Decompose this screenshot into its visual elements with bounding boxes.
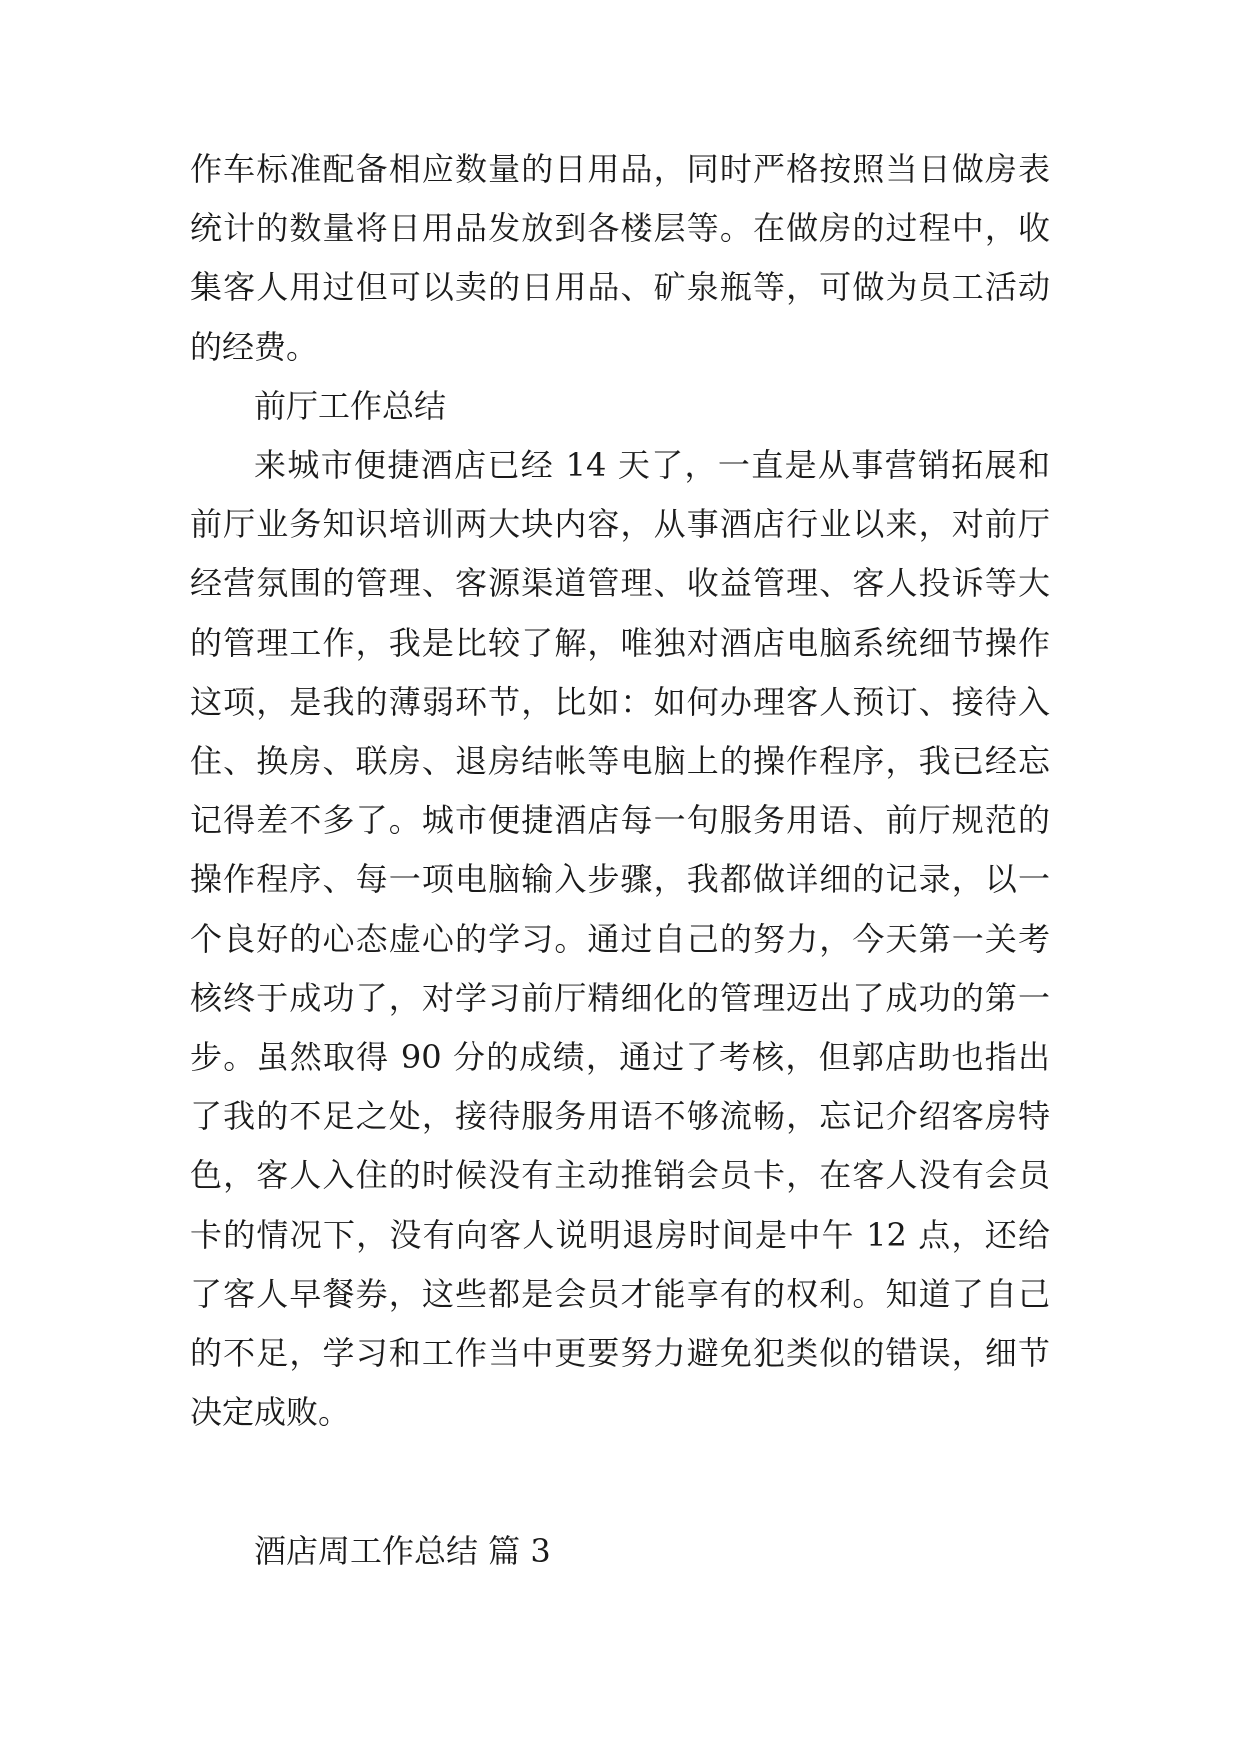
section-gap [190, 1442, 1050, 1522]
paragraph-continued: 作车标准配备相应数量的日用品，同时严格按照当日做房表统计的数量将日用品发放到各楼层等。在做房的过程中，收集客人用过但可以卖的日用品、矿泉瓶等，可做为员工活动的经费。 [190, 150, 1050, 366]
section-heading: 前厅工作总结 [254, 386, 447, 425]
paragraph-body: 来城市便捷酒店已经 14 天了，一直是从事营销拓展和前厅业务知识培训两大块内容，从事酒店行业以来，对前厅经营氛围的管理、客源渠道管理、收益管理、客人投诉等大的管理工作，我是比较了解，唯独对酒店电脑系统细节操作这项，是我的薄弱环节，比如：如何办理客人预订、接待入住、换房、联房、退房结帐等电脑上的操作程序，我已经忘记得差不多了。城市便捷酒店每一句服务用语、前厅规范的操作程序、每一项电脑输入步骤，我都做详细的记录，以一个良好的心态虚心的学习。通过自己的努力，今天第一关考核终于成功了，对学习前厅精细化的管理迈出了成功的第一步。虽然取得 90 分的成绩，通过了考核，但郭店助也指出了我的不足之处，接待服务用语不够流畅，忘记介绍客房特色，客人入住的时候没有主动推销会员卡，在客人没有会员卡的情况下，没有向客人说明退房时间是中午 12 点，还给了客人早餐券，这些都是会员才能享有的权利。知道了自己的不足，学习和工作当中更要努力避免犯类似的错误，细节决定成败。 [190, 446, 1050, 1432]
document-body [190, 140, 1050, 1582]
article-heading: 酒店周工作总结 篇 3 [254, 1532, 551, 1571]
